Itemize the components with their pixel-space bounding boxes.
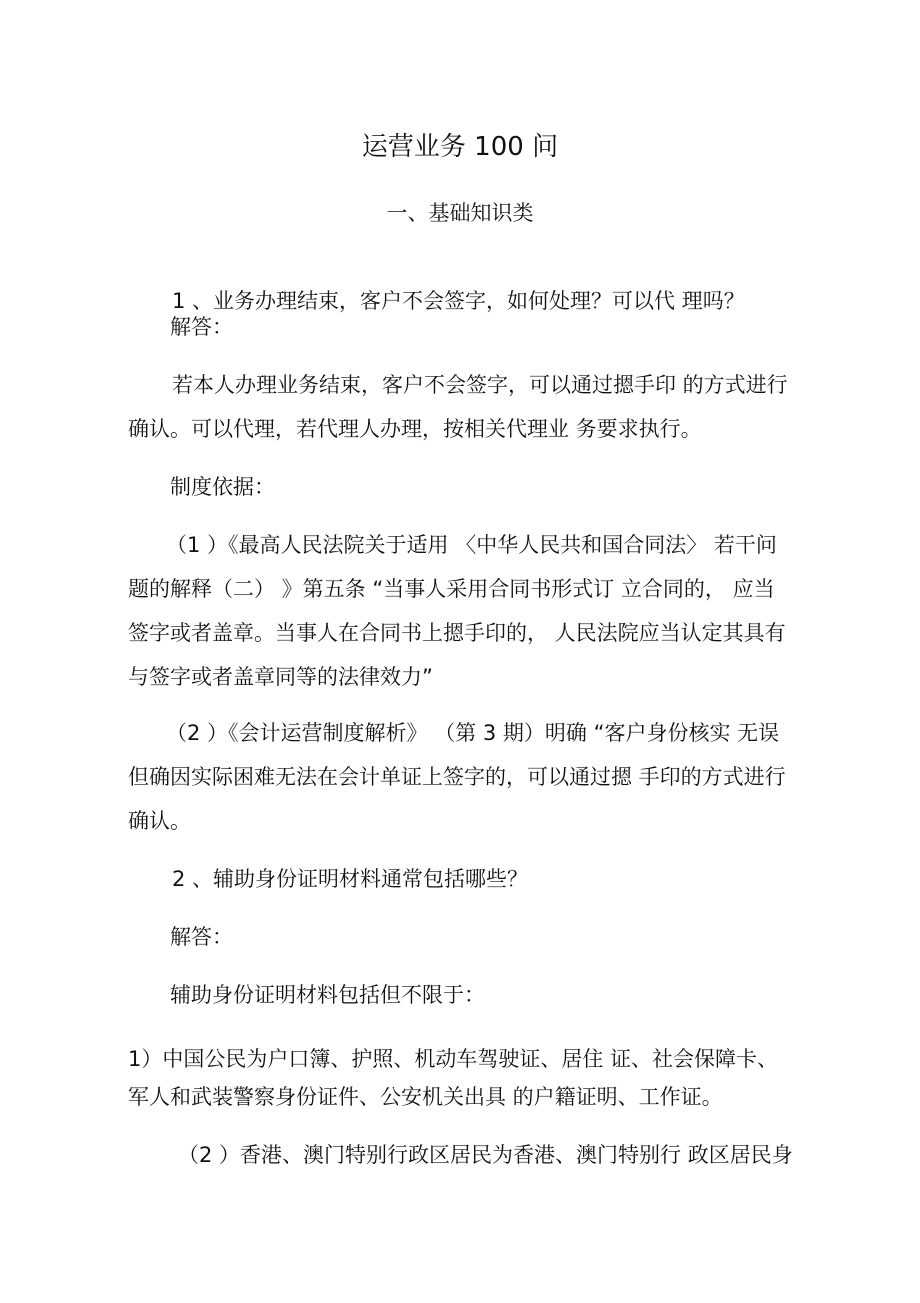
- q1-basis-2-line-2: 但确因实际困难无法在会计单证上签字的，可以通过摁 手印的方式进行: [128, 765, 786, 789]
- q1-basis-label: 制度依据：: [170, 475, 275, 499]
- q1-answer-line-2: 确认。可以代理，若代理人办理，按相关代理业 务要求执行。: [128, 417, 702, 441]
- q2-intro: 辅助身份证明材料包括但不限于：: [170, 983, 485, 1007]
- q1-answer-label: 解答：: [170, 315, 233, 339]
- question-2: 2 、辅助身份证明材料通常包括哪些？: [172, 867, 529, 891]
- q1-basis-1-line-1: （1 ）《最高人民法院关于适用 〈中华人民共和国合同法〉 若干问: [166, 533, 777, 557]
- q2-item-1-line-2: 军人和武装警察身份证件、公安机关出具 的户籍证明、工作证。: [128, 1085, 723, 1109]
- section-heading: 一、基础知识类: [386, 201, 534, 225]
- q1-basis-1-line-4: 与签字或者盖章同等的法律效力”: [128, 665, 433, 689]
- q1-basis-2-line-3: 确认。: [128, 809, 191, 833]
- q2-answer-label: 解答：: [170, 925, 233, 949]
- question-1: 1 、业务办理结束，客户不会签字，如何处理？可以代 理吗？: [172, 289, 745, 313]
- q2-item-2-line-1: （2 ）香港、澳门特别行政区居民为香港、澳门特别行 政区居民身: [178, 1143, 793, 1167]
- q1-basis-2-line-1: （2 ）《会计运营制度解析》 （第 3 期）明确 “客户身份核实 无误: [166, 721, 780, 745]
- document-title: 运营业务 100 问: [361, 132, 559, 162]
- q1-answer-line-1: 若本人办理业务结束，客户不会签字，可以通过摁手印 的方式进行: [172, 373, 788, 397]
- q1-basis-1-line-3: 签字或者盖章。当事人在合同书上摁手印的， 人民法院应当认定其具有: [128, 621, 786, 645]
- q2-item-1-line-1: 1）中国公民为户口簿、护照、机动车驾驶证、居住 证、社会保障卡、: [128, 1047, 779, 1071]
- q1-basis-1-line-2: 题的解释（二） 》第五条 “当事人采用合同书形式订 立合同的， 应当: [128, 577, 775, 601]
